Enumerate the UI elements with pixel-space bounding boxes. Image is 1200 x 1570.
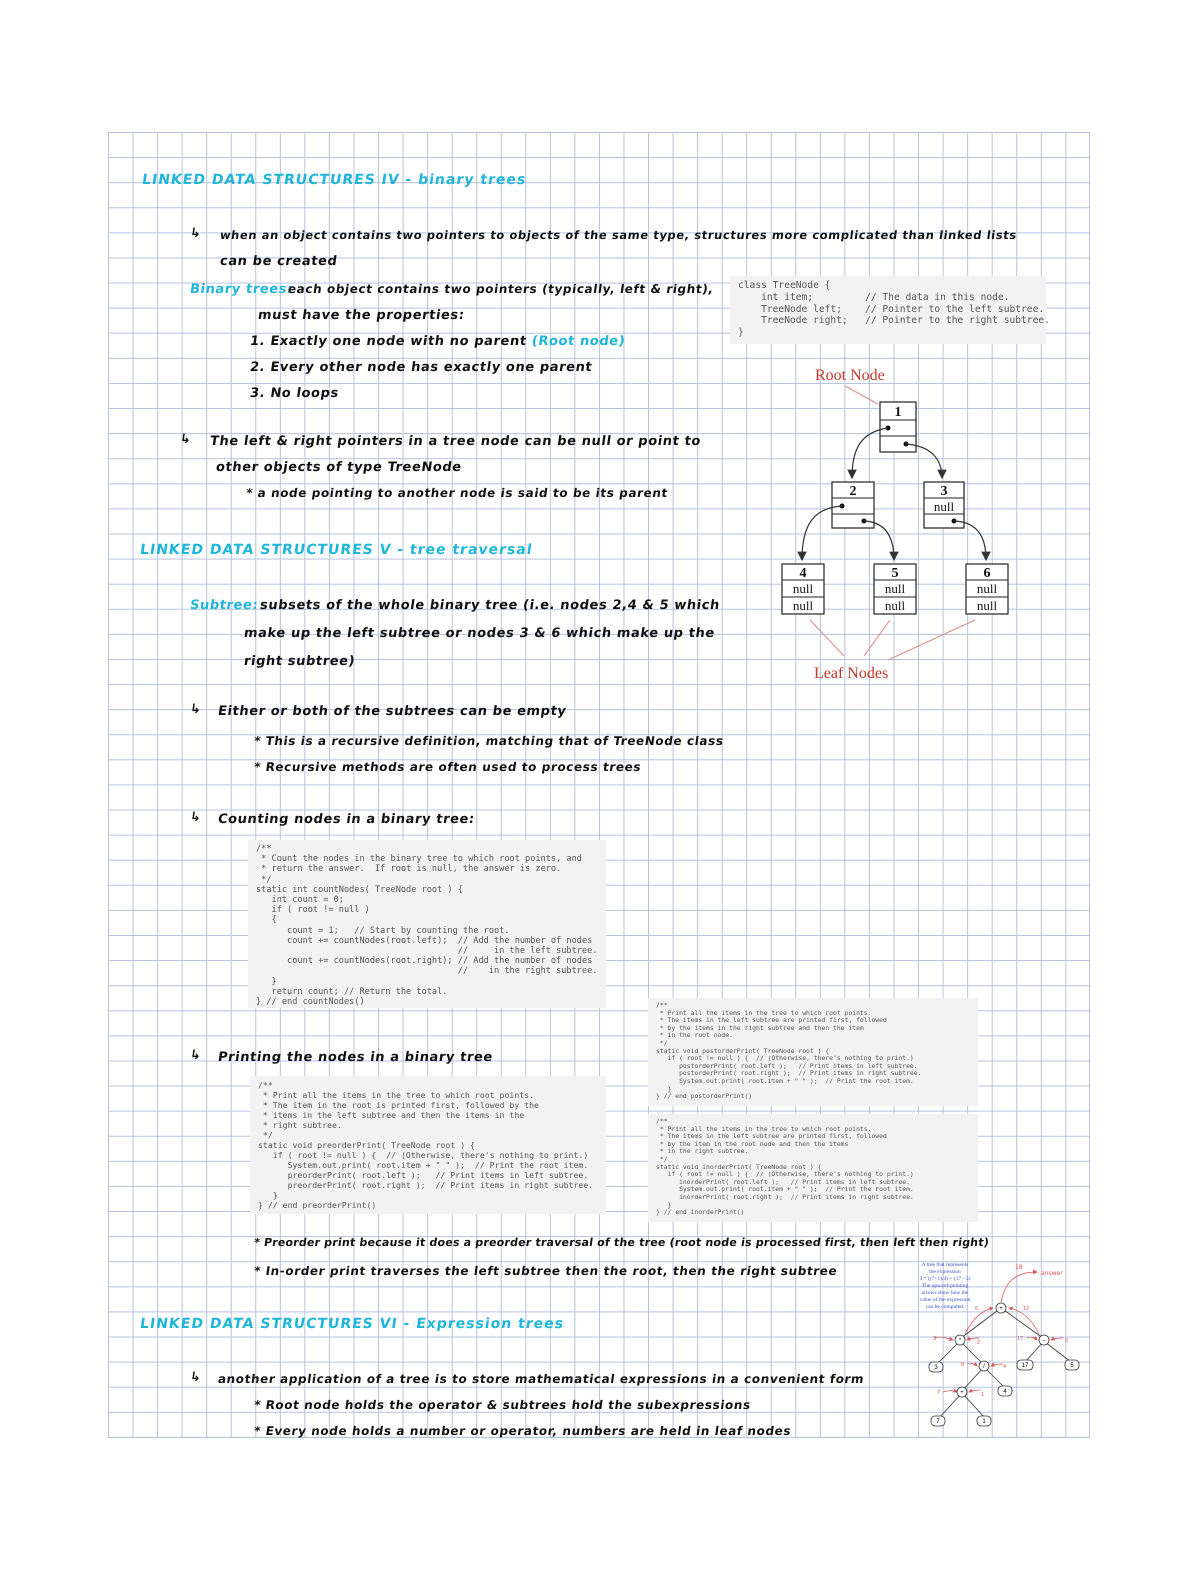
- node-5-value: 5: [891, 566, 899, 581]
- tree-node-6: [966, 564, 1008, 614]
- arrow-bullet: ↳: [178, 432, 193, 447]
- section-4-title: LINKED DATA STRUCTURES IV - binary trees: [140, 172, 528, 188]
- plus-left-value: 6: [975, 1306, 979, 1312]
- leaf-nodes-label: Leaf Nodes: [814, 665, 889, 682]
- node-1-value: 1: [894, 405, 902, 420]
- pointers-line2: other objects of type TreeNode: [214, 460, 463, 475]
- property-1-text: 1. Exactly one node with no parent: [248, 334, 528, 349]
- node-2-value: 2: [849, 484, 857, 499]
- expr-edges: [937, 1308, 1071, 1418]
- property-2: 2. Every other node has exactly one parent: [248, 360, 594, 375]
- binary-trees-def: each object contains two pointers (typically, left & right),: [287, 282, 715, 296]
- leaf-5: 5: [1070, 1363, 1074, 1369]
- node-4-right-null: null: [792, 598, 814, 613]
- preorder-print-code: /** * Print all the items in the tree to which root points. * The item in the root is printed first, followed by the * items in the left subtree and then the items in the * right subtree. */ static void preorderPrint( TreeNode root ) { if ( root != null ) { // (Otherwise, there's nothing to print.) System.out.print( root.item + " " ); // Print the root item. preorderPrint( root.left ); // Print items in left subtree. preorderPrint( root.right ); // Print items in right subtree. } } // end preorderPrint(): [250, 1076, 606, 1214]
- expr-value-labels: [933, 1306, 1068, 1398]
- counting-nodes-heading: Counting nodes in a binary tree:: [216, 812, 476, 827]
- expr-value-arrows: [935, 1308, 1063, 1392]
- leaf-7: 7: [936, 1419, 940, 1425]
- node-3-left-null: null: [933, 499, 955, 514]
- printing-nodes-heading: Printing the nodes in a binary tree: [216, 1050, 494, 1065]
- binary-trees-term: Binary trees:: [188, 282, 294, 297]
- arrow-bullet: ↳: [188, 810, 203, 825]
- caption-line-2: the expression: [929, 1269, 961, 1275]
- node-4-value: 4: [799, 566, 807, 581]
- node-4-left-null: null: [792, 581, 814, 596]
- s6-root-bullet: * Root node holds the operator & subtrees hold the subexpressions: [253, 1398, 752, 1412]
- subtree-def1: subsets of the whole binary tree (i.e. nodes 2,4 & 5 which: [258, 598, 721, 613]
- preorder-note: * Preorder print because it does a preorder traversal of the tree (root node is processed first, then left then right): [253, 1236, 990, 1249]
- s6-leaf-bullet: * Every node holds a number or operator, numbers are held in leaf nodes: [253, 1424, 793, 1438]
- times-right-value: 2: [977, 1340, 981, 1346]
- count-nodes-code: /** * Count the nodes in the binary tree to which root points, and * return the answer. If root is null, the answer is zero. */ static int countNodes( TreeNode root ) { int count = 0; if ( root != null ) { count = 1; // Start by counting the root. count += countNodes(root.left); // Add the number of nodes // in the left subtree. count += countNodes(root.right); // Add the number of nodes // in the right subtree. } return count; // Return the total. } // end countNodes(): [248, 840, 606, 1008]
- inorder-print-code: /** * Print all the items in the tree to which root points. * The items in the left subtree are printed first, followed * by the item in the root node and then the items * in the right subtree. */ static void inorderPrint( TreeNode root ) { if ( root != null ) { // (Otherwise, there's nothing to print.) inorderPrint( root.left ); // Print items in left subtree. System.out.print( root.item + " " ); // Print the root item. inorderPrint( root.right ); // Print items in right subtree. } } // end inorderPrint(): [648, 1114, 978, 1222]
- caption-line-5: arrows show how the: [921, 1290, 969, 1296]
- leaf-3: 3: [934, 1365, 938, 1371]
- answer-label: answer: [1041, 1270, 1063, 1277]
- section-5-title: LINKED DATA STRUCTURES V - tree traversal: [138, 542, 534, 558]
- leaf-pointer-5: [864, 620, 890, 656]
- postorder-print-code: /** * Print all the items in the tree to which root points. * The items in the left subtree are printed first, followed * by the items in the right subtree and then the item * in the root node. */ static void postorderPrint( TreeNode root ) { if ( root != null ) { // (Otherwise, there's nothing to print.) postorderPrint( root.left ); // Print items in left subtree. postorderPrint( root.right ); // Print items in right subtree. System.out.print( root.item + " " ); // Print the root item. } } // end postorderPrint(): [648, 998, 978, 1106]
- caption-line-4: The upward-pointing: [921, 1283, 969, 1289]
- node-6-right-null: null: [976, 598, 998, 613]
- caption-line-6: value of the expression: [919, 1297, 971, 1303]
- binary-tree-figure: [760, 360, 1050, 690]
- arrow-bullet: ↳: [188, 702, 203, 717]
- section-6-title: LINKED DATA STRUCTURES VI - Expression trees: [138, 1316, 566, 1332]
- s6-line1: another application of a tree is to store mathematical expressions in a convenient form: [217, 1372, 866, 1386]
- property-1: [249, 334, 626, 349]
- s4-line1: when an object contains two pointers to objects of the same type, structures more complicated than linked lists: [219, 228, 1018, 242]
- pointers-line3: * a node pointing to another node is said to be its parent: [245, 486, 669, 500]
- s4-line2: can be created: [218, 254, 339, 269]
- plus-right-value: 12: [1023, 1306, 1030, 1312]
- leaf-4: 4: [1003, 1389, 1007, 1395]
- leaf-pointer-6: [888, 620, 975, 660]
- op-plus: +: [999, 1306, 1003, 1312]
- arrow-bullet: ↳: [188, 1048, 203, 1063]
- inorder-note: * In-order print traverses the left subtree then the root, then the right subtree: [253, 1264, 839, 1278]
- minus-left-value: 17: [1017, 1336, 1024, 1342]
- property-3: 3. No loops: [248, 386, 340, 401]
- node-3-value: 3: [940, 484, 948, 499]
- node-6-value: 6: [983, 566, 991, 581]
- node-5-right-null: null: [884, 598, 906, 613]
- op-minus: -: [1043, 1338, 1045, 1344]
- add-left-value: 7: [937, 1390, 941, 1396]
- node-6-left-null: null: [976, 581, 998, 596]
- binary-trees-def2: must have the properties:: [256, 308, 466, 323]
- caption-line-7: can be computed.: [925, 1304, 965, 1310]
- treenode-class-code: class TreeNode { int item; // The data in this node. TreeNode left; // Pointer to the left subtree. TreeNode right; // Pointer to the right subtree. }: [730, 276, 1046, 344]
- answer-arrow: [1001, 1272, 1037, 1302]
- times-left-value: 3: [933, 1336, 937, 1342]
- leaf-1: 1: [982, 1419, 986, 1425]
- leaf-17: 17: [1021, 1363, 1029, 1369]
- subtree-def2: make up the left subtree or nodes 3 & 6 which make up the: [242, 626, 716, 641]
- root-node-term: (Root node): [530, 334, 627, 349]
- subtree-term: Subtree:: [188, 598, 260, 613]
- tree-node-4: [782, 564, 824, 614]
- recursive-def-bullet: * This is a recursive definition, matching that of TreeNode class: [253, 734, 725, 748]
- arrow-bullet: ↳: [188, 1370, 203, 1385]
- op-times: *: [958, 1338, 962, 1344]
- either-empty: Either or both of the subtrees can be empty: [216, 704, 568, 719]
- caption-line-1: A tree that represents: [921, 1262, 969, 1268]
- expr-caption: [920, 1262, 971, 1310]
- recursive-methods-bullet: * Recursive methods are often used to process trees: [253, 760, 643, 774]
- div-left-value: 8: [961, 1362, 965, 1368]
- pointers-line1: The left & right pointers in a tree node can be null or point to: [208, 434, 702, 449]
- root-node-label: Root Node: [815, 367, 885, 384]
- op-div: /: [983, 1364, 985, 1370]
- subtree-def3: right subtree): [242, 654, 357, 669]
- caption-line-3: 3 * ((7+1)/4) + (17 - 5): [919, 1276, 971, 1282]
- div-right-value: 4: [1003, 1364, 1007, 1370]
- expression-tree-figure: [905, 1258, 1090, 1438]
- answer-value: 18: [1015, 1264, 1023, 1271]
- leaf-pointer-4: [810, 620, 844, 656]
- add-right-value: 1: [981, 1392, 985, 1398]
- minus-right-value: 5: [1065, 1338, 1069, 1344]
- tree-node-5: [874, 564, 916, 614]
- root-label-pointer: [845, 386, 878, 404]
- arrow-bullet: ↳: [188, 226, 203, 241]
- op-add: +: [960, 1390, 964, 1396]
- node-5-left-null: null: [884, 581, 906, 596]
